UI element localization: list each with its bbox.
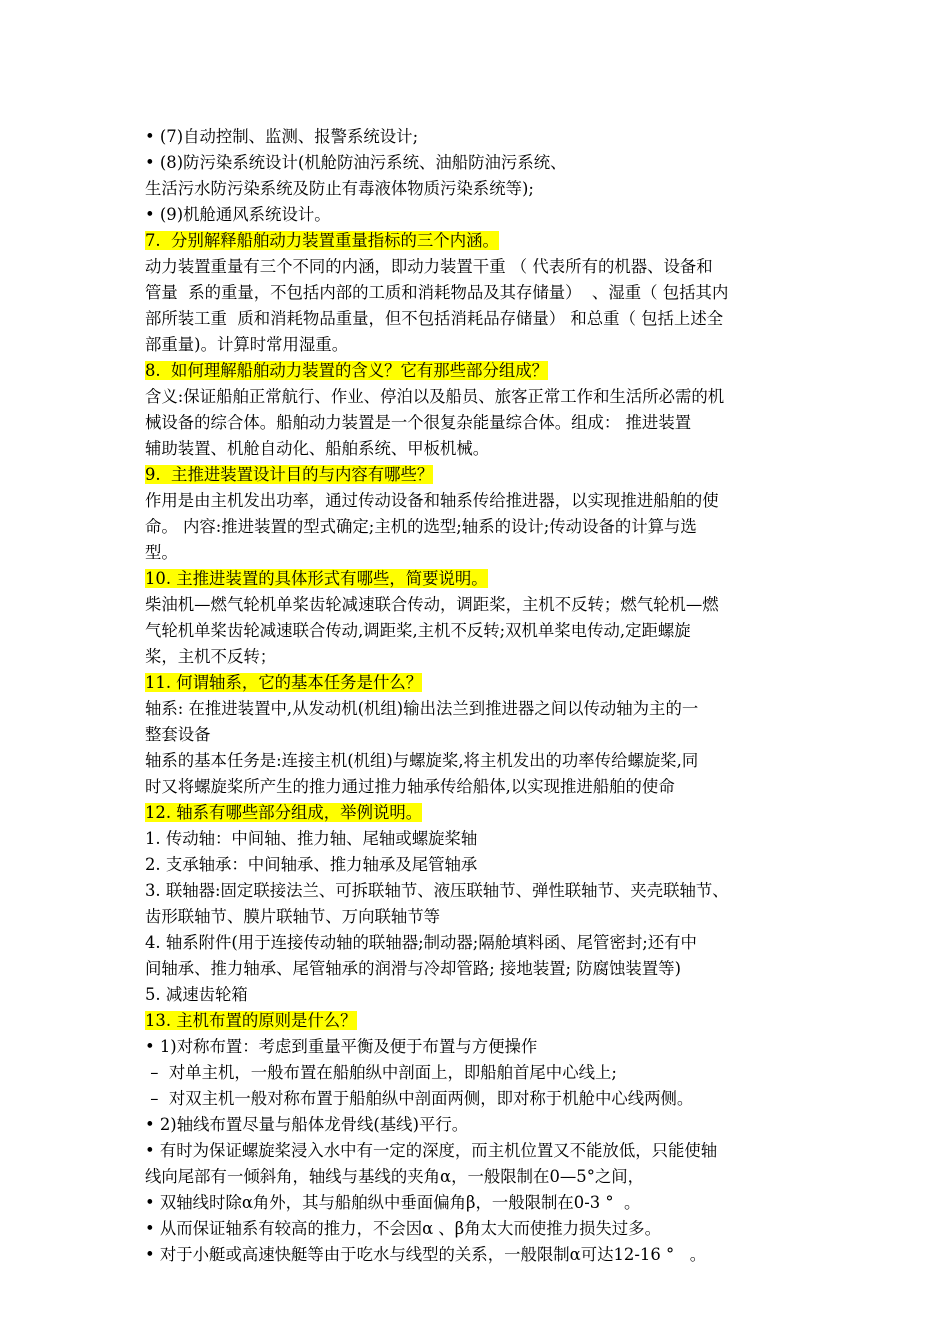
highlighted-text: 7. 分别解释船舶动力装置重量指标的三个内涵。 xyxy=(145,231,499,250)
line-text: – 对双主机一般对称布置于船舶纵中剖面两侧，即对称于机舱中心线两侧。 xyxy=(145,1089,694,1108)
text-line xyxy=(145,930,810,956)
text-line xyxy=(145,592,810,618)
highlighted-text: 12. 轴系有哪些部分组成，举例说明。 xyxy=(145,803,423,822)
line-text: 型。 xyxy=(145,543,178,562)
line-text: • (7)自动控制、监测、报警系统设计; xyxy=(145,127,419,146)
question-heading xyxy=(145,1008,810,1034)
text-line xyxy=(145,202,810,228)
document-page xyxy=(145,124,810,1268)
text-line xyxy=(145,774,810,800)
line-text: 4. 轴系附件(用于连接传动轴的联轴器;制动器;隔舱填料函、尾管密封;还有中 xyxy=(145,933,697,952)
line-text: • (8)防污染系统设计(机舱防油污系统、油船防油污系统、 xyxy=(145,153,567,172)
text-line xyxy=(145,410,810,436)
text-line xyxy=(145,1190,810,1216)
text-line xyxy=(145,1086,810,1112)
line-text: 气轮机单桨齿轮减速联合传动,调距桨,主机不反转;双机单桨电传动,定距螺旋 xyxy=(145,621,691,640)
line-text: • 有时为保证螺旋桨浸入水中有一定的深度，而主机位置又不能放低，只能使轴 xyxy=(145,1141,718,1160)
line-text: 部所装工重 质和消耗物品重量，但不包括消耗品存储量） 和总重（ 包括上述全 xyxy=(145,309,724,328)
text-line xyxy=(145,1138,810,1164)
text-line xyxy=(145,852,810,878)
line-text: 间轴承、推力轴承、尾管轴承的润滑与冷却管路; 接地装置; 防腐蚀装置等) xyxy=(145,959,681,978)
text-line xyxy=(145,618,810,644)
question-heading xyxy=(145,566,810,592)
line-text: 作用是由主机发出功率，通过传动设备和轴系传给推进器，以实现推进船舶的使 xyxy=(145,491,719,510)
line-text: 线向尾部有一倾斜角，轴线与基线的夹角α，一般限制在0—5°之间， xyxy=(145,1167,645,1186)
text-line xyxy=(145,1164,810,1190)
line-text: 轴系: 在推进装置中,从发动机(机组)输出法兰到推进器之间以传动轴为主的一 xyxy=(145,699,699,718)
highlighted-text: 9. 主推进装置设计目的与内容有哪些？ xyxy=(145,465,434,484)
line-text: 整套设备 xyxy=(145,725,211,744)
line-text: • 2)轴线布置尽量与船体龙骨线(基线)平行。 xyxy=(145,1115,469,1134)
line-text: 轴系的基本任务是:连接主机(机组)与螺旋桨,将主机发出的功率传给螺旋桨,同 xyxy=(145,751,699,770)
line-text: 2. 支承轴承：中间轴承、推力轴承及尾管轴承 xyxy=(145,855,478,874)
line-text: • 1)对称布置：考虑到重量平衡及便于布置与方便操作 xyxy=(145,1037,538,1056)
line-text: 械设备的综合体。船舶动力装置是一个很复杂能量综合体。组成： 推进装置 xyxy=(145,413,692,432)
question-heading xyxy=(145,800,810,826)
line-text: – 对单主机，一般布置在船舶纵中剖面上，即船舶首尾中心线上; xyxy=(145,1063,617,1082)
text-line xyxy=(145,124,810,150)
line-text: 桨，主机不反转； xyxy=(145,647,277,666)
text-line xyxy=(145,254,810,280)
line-text: 生活污水防污染系统及防止有毒液体物质污染系统等); xyxy=(145,179,534,198)
text-line xyxy=(145,826,810,852)
line-text: 含义:保证船舶正常航行、作业、停泊以及船员、旅客正常工作和生活所必需的机 xyxy=(145,387,725,406)
line-text: • (9)机舱通风系统设计。 xyxy=(145,205,331,224)
line-text: 齿形联轴节、膜片联轴节、万向联轴节等 xyxy=(145,907,441,926)
line-text: 柴油机—燃气轮机单桨齿轮减速联合传动，调距桨，主机不反转；燃气轮机—燃 xyxy=(145,595,719,614)
text-line xyxy=(145,1034,810,1060)
line-text: 部重量)。计算时常用湿重。 xyxy=(145,335,349,354)
text-line xyxy=(145,306,810,332)
text-line xyxy=(145,540,810,566)
highlighted-text: 11. 何谓轴系，它的基本任务是什么？ xyxy=(145,673,423,692)
line-text: 5. 减速齿轮箱 xyxy=(145,985,248,1004)
text-line xyxy=(145,436,810,462)
line-text: 3. 联轴器:固定联接法兰、可拆联轴节、液压联轴节、弹性联轴节、夹壳联轴节、 xyxy=(145,881,729,900)
text-line xyxy=(145,280,810,306)
line-text: 1. 传动轴：中间轴、推力轴、尾轴或螺旋桨轴 xyxy=(145,829,478,848)
line-text: • 双轴线时除α角外，其与船舶纵中垂面偏角β，一般限制在0-3 ° 。 xyxy=(145,1193,641,1212)
highlighted-text: 8. 如何理解船舶动力装置的含义？它有那些部分组成？ xyxy=(145,361,549,380)
question-heading xyxy=(145,358,810,384)
text-line xyxy=(145,488,810,514)
question-heading xyxy=(145,462,810,488)
text-line xyxy=(145,150,810,176)
text-line xyxy=(145,1060,810,1086)
question-heading xyxy=(145,228,810,254)
line-text: 动力装置重量有三个不同的内涵，即动力装置干重 （ 代表所有的机器、设备和 xyxy=(145,257,713,276)
line-text: • 从而保证轴系有较高的推力，不会因α 、β角太大而使推力损失过多。 xyxy=(145,1219,661,1238)
text-line xyxy=(145,748,810,774)
line-text: 管量 系的重量，不包括内部的工质和消耗物品及其存储量） 、湿重（ 包括其内 xyxy=(145,283,729,302)
text-line xyxy=(145,384,810,410)
text-line xyxy=(145,1242,810,1268)
question-heading xyxy=(145,670,810,696)
text-line xyxy=(145,176,810,202)
line-text: 命。 内容:推进装置的型式确定;主机的选型;轴系的设计;传动设备的计算与选 xyxy=(145,517,697,536)
text-line xyxy=(145,332,810,358)
text-line xyxy=(145,644,810,670)
text-line xyxy=(145,696,810,722)
highlighted-text: 10. 主推进装置的具体形式有哪些，简要说明。 xyxy=(145,569,488,588)
highlighted-text: 13. 主机布置的原则是什么？ xyxy=(145,1011,357,1030)
line-text: • 对于小艇或高速快艇等由于吃水与线型的关系，一般限制α可达12-16 ° 。 xyxy=(145,1245,707,1264)
text-line xyxy=(145,1112,810,1138)
text-line xyxy=(145,982,810,1008)
text-line xyxy=(145,956,810,982)
text-line xyxy=(145,514,810,540)
line-text: 辅助装置、机舱自动化、船舶系统、甲板机械。 xyxy=(145,439,490,458)
text-line xyxy=(145,878,810,904)
text-line xyxy=(145,904,810,930)
line-text: 时又将螺旋桨所产生的推力通过推力轴承传给船体,以实现推进船舶的使命 xyxy=(145,777,675,796)
text-line xyxy=(145,722,810,748)
text-line xyxy=(145,1216,810,1242)
